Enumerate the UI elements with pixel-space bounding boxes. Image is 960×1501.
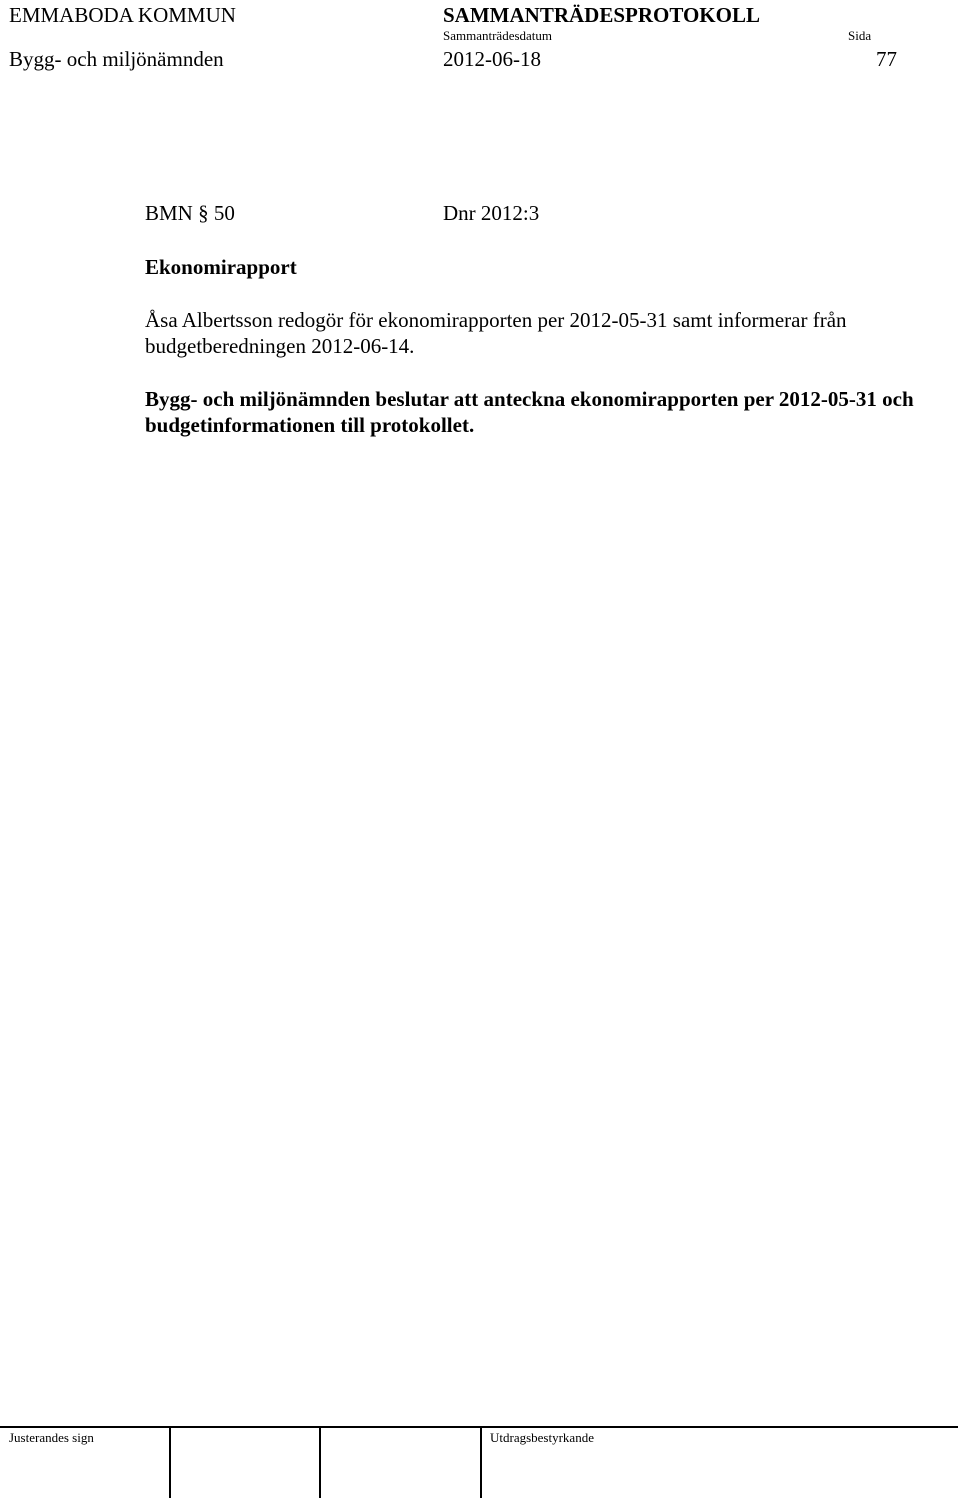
case-number: BMN § 50	[145, 201, 235, 225]
board-name: Bygg- och miljönämnden	[9, 47, 224, 71]
footer-divider	[0, 1426, 958, 1428]
page-number: 77	[876, 47, 897, 71]
document-type: SAMMANTRÄDESPROTOKOLL	[443, 3, 760, 27]
page-label: Sida	[848, 28, 872, 43]
signature-box-divider	[169, 1426, 171, 1498]
case-title: Ekonomirapport	[145, 255, 297, 279]
signature-label: Justerandes sign	[9, 1430, 94, 1445]
body-paragraph: Åsa Albertsson redogör för ekonomirapporten per 2012-05-31 samt informerar från budgetberedningen 2012-06-14.	[145, 308, 847, 358]
meeting-date-label: Sammanträdesdatum	[443, 28, 553, 43]
certification-label: Utdragsbestyrkande	[490, 1430, 594, 1445]
signature-box-divider	[319, 1426, 321, 1498]
signature-box-divider	[480, 1426, 482, 1498]
meeting-date: 2012-06-18	[443, 47, 541, 71]
decision-paragraph: Bygg- och miljönämnden beslutar att anteckna ekonomirapporten per 2012-05-31 och budgetinformationen till protokollet.	[145, 387, 914, 437]
case-dnr: Dnr 2012:3	[443, 201, 540, 225]
organization-name: EMMABODA KOMMUN	[9, 3, 236, 27]
